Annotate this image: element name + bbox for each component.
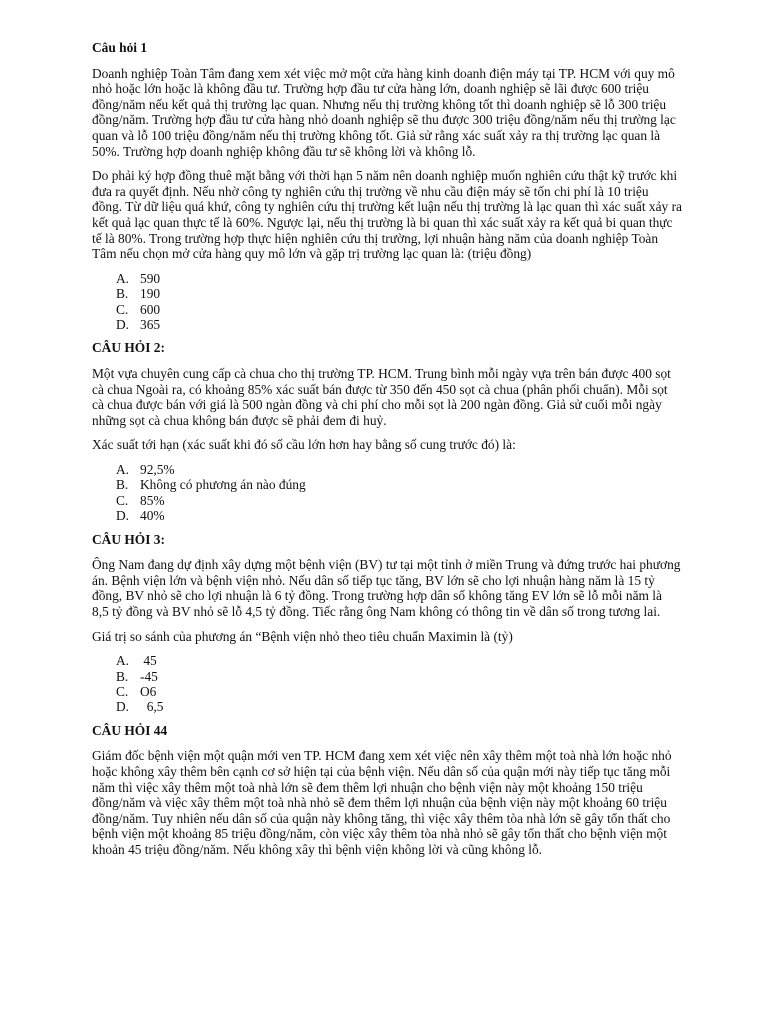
option-text: 600 xyxy=(140,301,161,317)
option-text: 85% xyxy=(140,492,165,508)
question-3-options xyxy=(92,653,682,715)
option-letter: D. xyxy=(116,316,130,332)
option-letter: B. xyxy=(116,477,129,493)
option-letter: C. xyxy=(116,492,129,508)
option-a xyxy=(116,653,682,668)
option-a xyxy=(116,462,682,477)
option-text: O6 xyxy=(140,683,157,699)
question-3-paragraph-1: Ông Nam đang dự định xây dựng một bệnh viện (BV) tư tại một tỉnh ở miền Trung và đứng trước hai phương án. Bệnh viện lớn và bệnh viện nhỏ. Nếu dân số tiếp tục tăng, BV lớn sẽ cho lợi nhuận hàng năm là 15 tỷ đồng, BV nhỏ sẽ cho lợi nhuận là 6 tỷ đồng. Trong trường hợp dân số không tăng EV lớn sẽ lỗ mỗi năm là 8,5 tỷ đồng và BV nhỏ sẽ lỗ 4,5 tỷ đồng. Tiếc rằng ông Nam không có thông tin về dân số trong tương lai. xyxy=(92,557,681,619)
option-text: 590 xyxy=(140,270,161,286)
option-text: 190 xyxy=(140,286,161,302)
option-d xyxy=(116,699,682,714)
option-text: 92,5% xyxy=(140,461,175,477)
question-44-paragraph-1: Giám đốc bệnh viện một quận mới ven TP. HCM đang xem xét việc nên xây thêm một toà nhà lớn hoặc nhỏ hoặc không xây thêm bên cạnh cơ sở hiện tại của bệnh viện. Nếu dân số của quận mới này tiếp tục tăng mỗi năm thì việc xây thêm một toà nhà lớn sẽ đem thêm lợi nhuận cho bệnh viện này một khoảng 150 triệu đồng/năm và việc xây thêm một toà nhà nhỏ sẽ đem thêm lợi nhuận của bệnh viện này một khoảng 60 triệu đồng/năm. Tuy nhiên nếu dân số của quận này không tăng, thì việc xây thêm tòa nhà lớn sẽ gây tổn thất cho bệnh viện một khoảng 85 triệu đồng/năm, còn việc xây thêm tòa nhà nhỏ sẽ gây tổn thất cho bệnh viện một khoản 45 triệu đồng/năm. Nếu không xây thì bệnh viện không lời và cũng không lỗ. xyxy=(92,748,672,857)
option-letter: A. xyxy=(116,461,130,477)
question-2-paragraph-2: Xác suất tới hạn (xác suất khi đó số cầu lớn hơn hay bằng số cung trước đó) là: xyxy=(92,437,516,453)
option-letter: D. xyxy=(116,699,130,715)
question-44 xyxy=(92,723,682,858)
option-d xyxy=(116,317,682,332)
option-c xyxy=(116,684,682,699)
option-letter: B. xyxy=(116,286,129,302)
question-1-heading: Câu hỏi 1 xyxy=(92,40,148,55)
option-d xyxy=(116,508,682,523)
option-text: Không có phương án nào đúng xyxy=(140,477,306,493)
option-letter: C. xyxy=(116,683,129,699)
option-c xyxy=(116,493,682,508)
option-letter: D. xyxy=(116,508,130,524)
option-text: 40% xyxy=(140,508,165,524)
option-text: 6,5 xyxy=(140,699,164,715)
option-c xyxy=(116,302,682,317)
question-3-paragraph-2: Giá trị so sánh của phương án “Bệnh viện nhỏ theo tiêu chuẩn Maximin là (tỷ) xyxy=(92,628,513,644)
option-text: 365 xyxy=(140,316,161,332)
question-2-options xyxy=(92,462,682,524)
option-a xyxy=(116,271,682,286)
question-2-heading: CÂU HỎI 2: xyxy=(92,340,165,356)
option-b xyxy=(116,286,682,301)
option-text: 45 xyxy=(140,653,157,669)
question-1-paragraph-1: Doanh nghiệp Toàn Tâm đang xem xét việc mở một cửa hàng kinh doanh điện máy tại TP. HCM với quy mô nhỏ hoặc lớn hoặc là không đầu tư. Trường hợp đầu tư cửa hàng lớn, doanh nghiệp sẽ lãi được 600 triệu đồng/năm nếu kết quả thị trường lạc quan. Nhưng nếu thị trường không tốt thì doanh nghiệp sẽ lỗ 300 triệu đồng/năm. Trường hợp đầu tư cửa hàng nhỏ doanh nghiệp sẽ thu được 300 triệu đồng/năm nếu thị trường lạc quan và lỗ 100 triệu đồng/năm nếu thị trường không tốt. Giả sử rằng xác suất xảy ra thị trường lạc quan là 50%. Trường hợp doanh nghiệp không đầu tư sẽ không lời và không lỗ. xyxy=(92,65,676,159)
question-3-heading: CÂU HỎI 3: xyxy=(92,531,165,547)
option-b xyxy=(116,669,682,684)
option-letter: C. xyxy=(116,301,129,317)
option-letter: A. xyxy=(116,653,130,669)
option-b xyxy=(116,477,682,492)
question-3 xyxy=(92,532,682,715)
question-2-paragraph-1: Một vựa chuyên cung cấp cà chua cho thị trường TP. HCM. Trung bình mỗi ngày vựa trên bán được 400 sọt cà chua Ngoài ra, có khoảng 85% xác suất bán được từ 350 đến 450 sọt cà chua (phân phối chuẩn). Mỗi sọt cà chua được bán với giá là 500 ngàn đồng và chi phí cho mỗi sọt là 200 ngàn đồng. Giả sử cuối mỗi ngày những sọt cà chua không bán được sẽ phải đem đi huỷ. xyxy=(92,365,671,428)
option-text: -45 xyxy=(140,668,158,684)
question-1 xyxy=(92,40,682,332)
option-letter: B. xyxy=(116,668,129,684)
question-1-options xyxy=(92,271,682,333)
question-1-paragraph-2: Do phải ký hợp đồng thuê mặt bằng với thời hạn 5 năm nên doanh nghiệp muốn nghiên cứu thật kỹ trước khi đưa ra quyết định. Nếu nhờ công ty nghiên cứu thị trường về nhu cầu điện máy sẽ tốn chi phí là 10 triệu đồng. Từ dữ liệu quá khứ, công ty nghiên cứu thị trường kết luận nếu thị trường là lạc quan thì xác suất xảy ra kết quả lạc quan thực tế là 60%. Ngược lại, nếu thị trường là bi quan thì xác suất xảy ra kết quả bi quan thực tế là 80%. Trong trường hợp thực hiện nghiên cứu thị trường, lợi nhuận hàng năm của doanh nghiệp Toàn Tâm nếu chọn mở cửa hàng quy mô lớn và gặp trị trường lạc quan là: (triệu đồng) xyxy=(92,168,682,262)
question-2 xyxy=(92,340,682,523)
option-letter: A. xyxy=(116,270,130,286)
question-44-heading: CÂU HỎI 44 xyxy=(92,722,168,738)
